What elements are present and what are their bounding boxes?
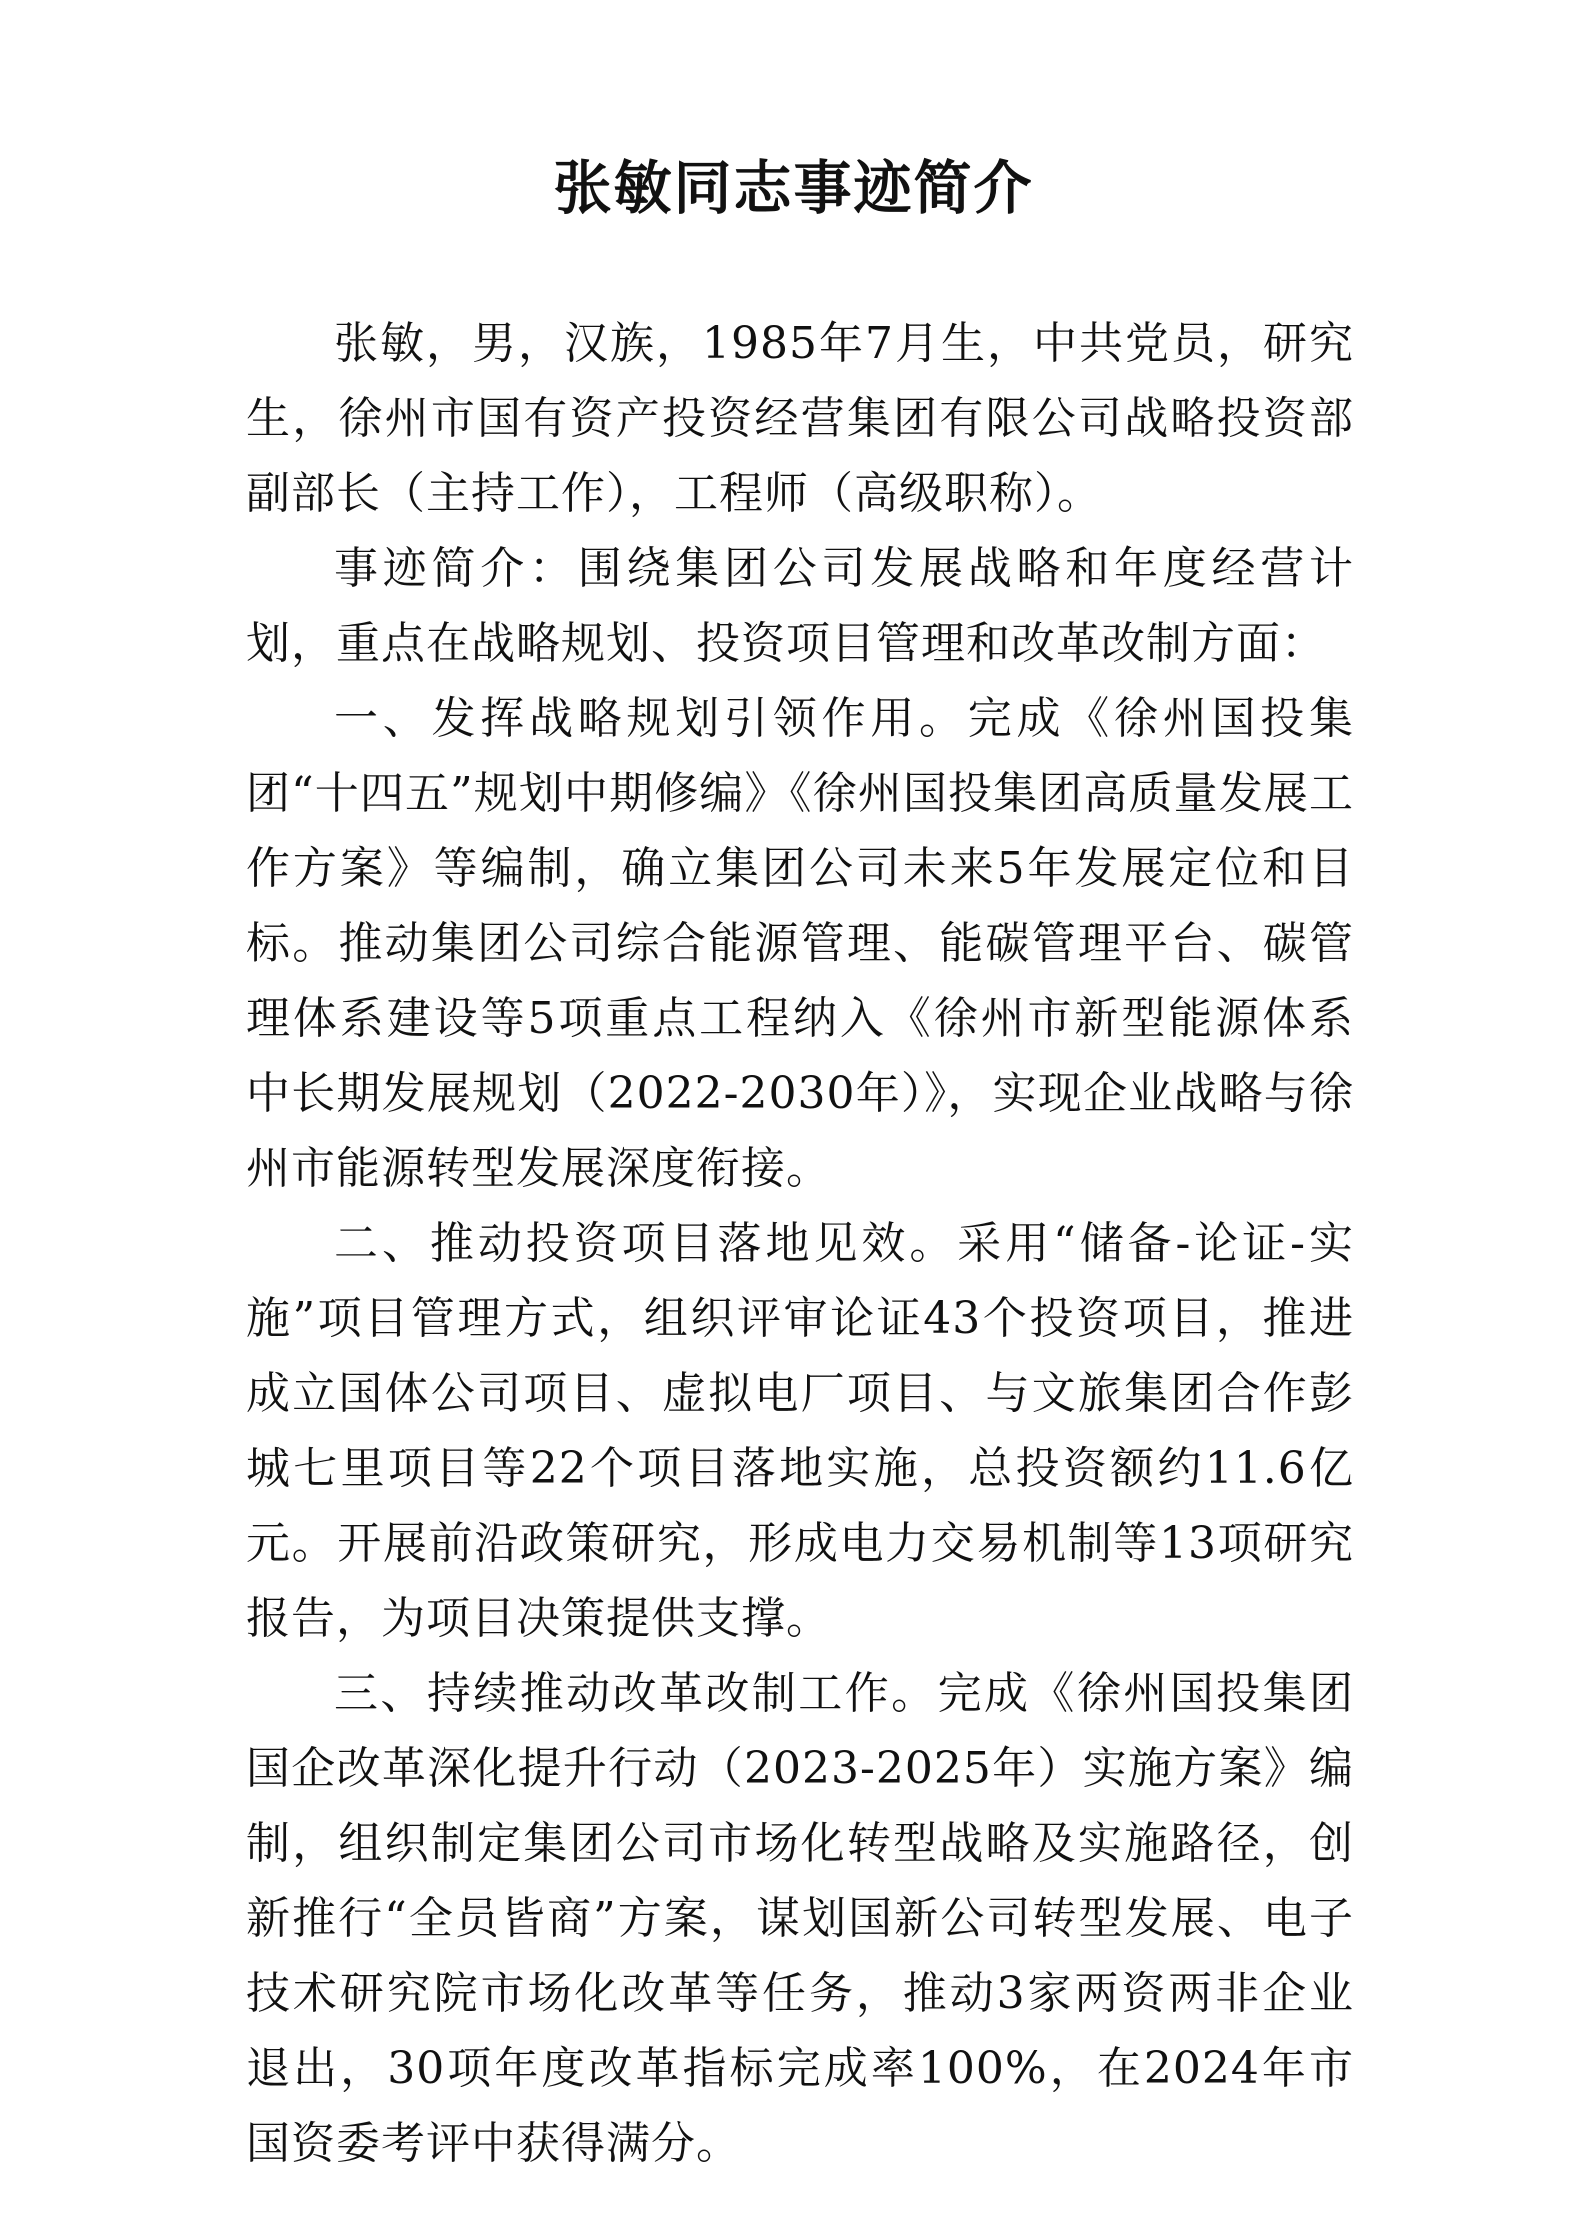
document-body — [246, 306, 1354, 2181]
document-title: 张敏同志事迹简介 — [553, 154, 1034, 222]
paragraph-intro: 张敏，男，汉族，1985年7月生，中共党员，研究生，徐州市国有资产投资经营集团有限公司战略投资部副部长（主持工作），工程师（高级职称）。 — [246, 318, 1354, 519]
paragraph-reform: 三、持续推动改革改制工作。完成《徐州国投集团国企改革深化提升行动（2023-2025年）实施方案》编制，组织制定集团公司市场化转型战略及实施路径，创新推行“全员皆商”方案，谋划国新公司转型发展、电子技术研究院市场化改革等任务，推动3家两资两非企业退出，30项年度改革指标完成率100%，在2024年市国资委考评中获得满分。 — [246, 1668, 1354, 2169]
paragraph-strategy: 一、发挥战略规划引领作用。完成《徐州国投集团“十四五”规划中期修编》《徐州国投集团高质量发展工作方案》等编制，确立集团公司未来5年发展定位和目标。推动集团公司综合能源管理、能碳管理平台、碳管理体系建设等5项重点工程纳入《徐州市新型能源体系中长期发展规划（2022-2030年）》，实现企业战略与徐州市能源转型发展深度衔接。 — [246, 693, 1354, 1194]
paragraph-investment: 二、推动投资项目落地见效。采用“储备-论证-实施”项目管理方式，组织评审论证43个投资项目，推进成立国体公司项目、虚拟电厂项目、与文旅集团合作彭城七里项目等22个项目落地实施，总投资额约11.6亿元。开展前沿政策研究，形成电力交易机制等13项研究报告，为项目决策提供支撑。 — [246, 1218, 1354, 1644]
paragraph-summary: 事迹简介：围绕集团公司发展战略和年度经营计划，重点在战略规划、投资项目管理和改革改制方面： — [246, 543, 1354, 669]
